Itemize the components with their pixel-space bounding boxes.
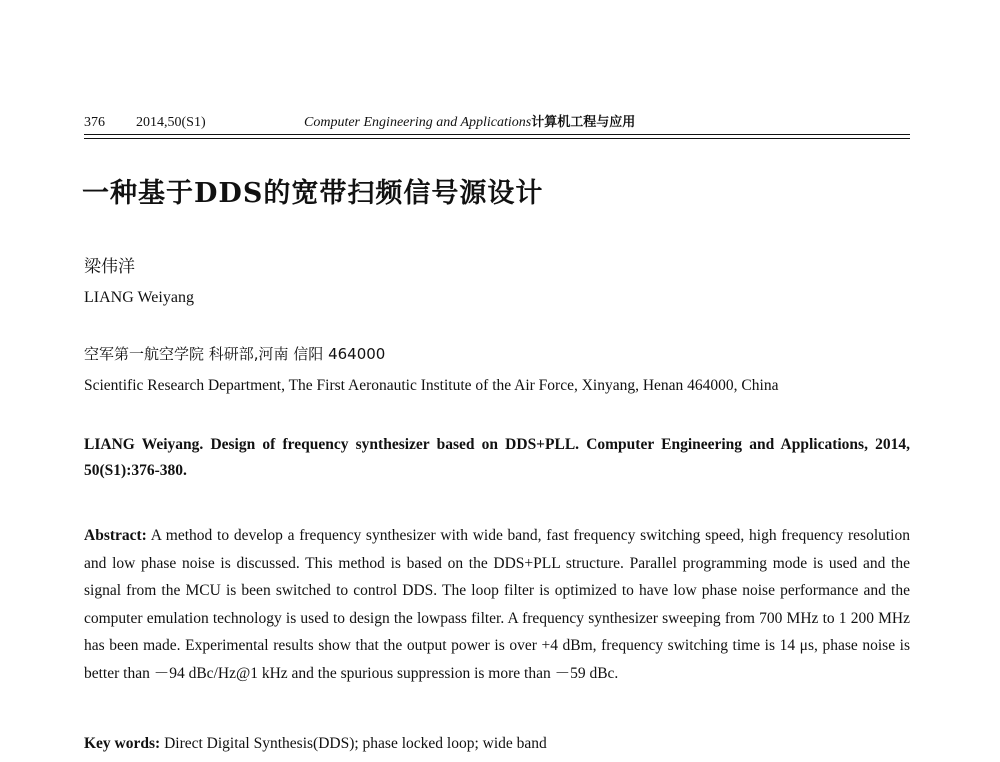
- abstract-label: Abstract:: [84, 527, 147, 544]
- affiliation-en: Scientific Research Department, The First Aeronautic Institute of the Air Force, Xinyang, Henan 464000, China: [84, 377, 779, 394]
- abstract: [84, 522, 910, 687]
- running-header: [84, 114, 910, 132]
- keywords-text: Direct Digital Synthesis(DDS); phase locked loop; wide band: [164, 735, 547, 752]
- journal-name-en: Computer Engineering and Applications: [304, 115, 532, 130]
- header-rule-top: [84, 134, 910, 135]
- year-volume: 2014,50(S1): [136, 115, 206, 130]
- keywords-label: Key words:: [84, 735, 161, 752]
- header-rule-bottom: [84, 138, 910, 139]
- abstract-text: A method to develop a frequency synthesizer with wide band, fast frequency switching speed, high frequency resolution and low phase noise is discussed. This method is based on the DDS+PLL structure. Parallel programming mode is used and the signal from the MCU is been switched to control DDS. The loop filter is optimized to have low phase noise performance and the computer emulation technology is used to design the lowpass filter. A frequency synthesizer sweeping from 700 MHz to 1 200 MHz has been made. Experimental results show that the output power is over +4 dBm, frequency switching time is 14 μs, phase noise is better than －94 dBc/Hz@1 kHz and the spurious suppression is more than －59 dBc.: [84, 527, 910, 682]
- author-name-en: LIANG Weiyang: [84, 289, 194, 306]
- author-name-cn: 梁伟洋: [84, 257, 135, 277]
- page-number: 376: [84, 115, 105, 130]
- affiliation-cn: 空军第一航空学院 科研部,河南 信阳 464000: [84, 345, 386, 363]
- keywords: [84, 732, 910, 756]
- journal-name-cn: 计算机工程与应用: [531, 115, 636, 130]
- citation: LIANG Weiyang. Design of frequency synthesizer based on DDS+PLL. Computer Engineering and Applications, 2014, 50(S1):376-380.: [84, 436, 910, 479]
- paper-title: 一种基于DDS的宽带扫频信号源设计: [82, 178, 544, 209]
